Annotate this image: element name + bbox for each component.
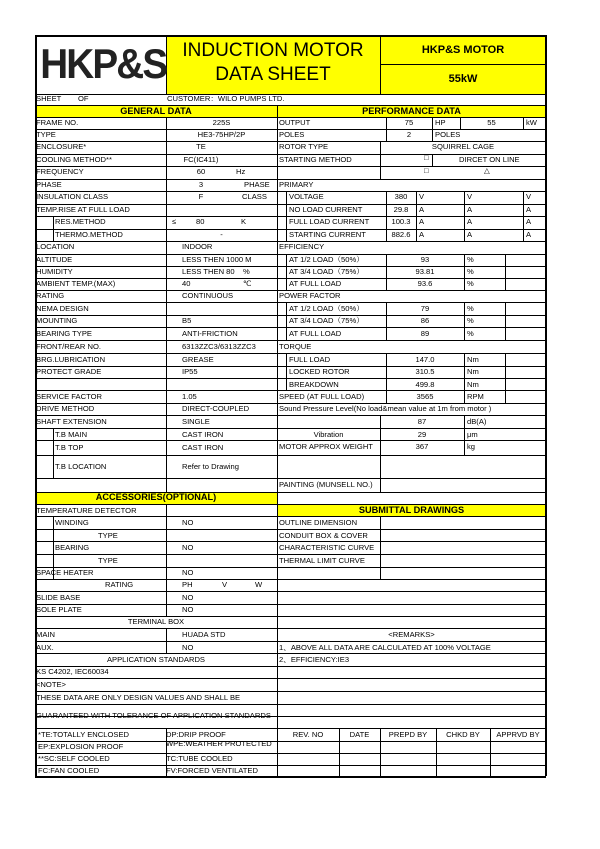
res-value: 80: [196, 217, 205, 226]
kw-unit: kW: [526, 118, 537, 127]
output-kw: 55: [487, 118, 496, 127]
poles-value: 2: [406, 130, 412, 139]
thermal-limit-curve: THERMAL LIMIT CURVE: [279, 556, 365, 565]
legend-tc: TC:TUBE COOLED: [166, 754, 233, 763]
eff-half-label: AT 1/2 LOAD（50%）: [289, 255, 364, 264]
vibration-unit: μm: [467, 430, 478, 439]
torque-locked-unit: Nm: [467, 367, 479, 376]
insulation-label: INSULATION CLASS: [36, 192, 109, 201]
chkd-by: CHKD BY: [446, 730, 480, 739]
shaft-label: SHAFT EXTENSION: [36, 417, 107, 426]
enclosure-value: TE: [196, 142, 206, 151]
res-le: ≤: [172, 217, 177, 226]
insulation-unit: CLASS: [242, 192, 267, 201]
vibration-value: 29: [417, 430, 427, 439]
dol-checkbox: □: [424, 153, 429, 162]
torque-full-unit: Nm: [467, 355, 479, 364]
bearing-type-value: ANTI-FRICTION: [182, 329, 238, 338]
temp-rise-label: TEMP.RISE AT FULL LOAD: [36, 205, 130, 214]
title-line1: INDUCTION MOTOR: [182, 40, 364, 61]
rating-label: RATING: [36, 291, 65, 300]
general-data-header: GENERAL DATA: [120, 106, 192, 116]
service-label: SERVICE FACTOR: [36, 392, 102, 401]
eff-34-label: AT 3/4 LOAD（75%）: [289, 267, 364, 276]
lubrication-label: BRG.LUBRICATION: [36, 355, 106, 364]
front-rear-value: 6313ZZC3/6313ZZC3: [182, 342, 256, 351]
note-line1: THESE DATA ARE ONLY DESIGN VALUES AND SHALL BE: [36, 693, 241, 702]
painting-label: PAINTING (MUNSELL NO.): [279, 480, 373, 489]
poles-label: POLES: [279, 130, 305, 139]
lubrication-value: GREASE: [182, 355, 214, 364]
frequency-unit: Hz: [236, 167, 246, 176]
service-value: 1.05: [182, 392, 197, 401]
legend-dp: DP:DRIP PROOF: [166, 730, 226, 739]
tb-main-acc-value: HUADA STD: [182, 630, 226, 639]
eff-34-unit: %: [467, 267, 474, 276]
cooling-label: COOLING METHOD**: [36, 155, 112, 164]
pf-full-unit: %: [467, 329, 474, 338]
acc-bearing-label: BEARING: [55, 543, 90, 552]
apprvd-by: APPRVD BY: [496, 730, 540, 739]
type-value: HE3-75HP/2P: [197, 130, 246, 139]
enclosure-label: ENCLOSURE*: [36, 142, 87, 151]
remarks-label: <REMARKS>: [388, 630, 435, 639]
voltage-unit-3: V: [526, 192, 532, 201]
phase-unit: PHASE: [244, 180, 270, 189]
legend-te: *TE:TOTALLY ENCLOSED: [38, 730, 130, 739]
space-heater-label: SPACE HEATER: [36, 568, 94, 577]
full-load-unit-1: A: [419, 217, 425, 226]
dol-label: DIRCET ON LINE: [459, 155, 520, 164]
remark-2: 2、EFFICIENCY:IE3: [279, 655, 350, 664]
eff-full-label: AT FULL LOAD: [289, 279, 342, 288]
accessories-header: ACCESSORIES(OPTIONAL): [95, 492, 217, 502]
tb-location-value: Refer to Drawing: [182, 462, 239, 471]
mounting-value: B5: [182, 316, 192, 325]
voltage-unit-2: V: [467, 192, 473, 201]
no-load-unit-3: A: [526, 205, 532, 214]
torque-full-value: 147.0: [415, 355, 435, 364]
prepd-by: PREPD BY: [388, 730, 428, 739]
full-load-value: 100.3: [391, 217, 411, 226]
torque-breakdown-label: BREAKDOWN: [289, 380, 339, 389]
sound-label: Sound Pressure Level(No load&mean value at 1m from motor ): [279, 404, 492, 413]
speed-value: 3565: [416, 392, 434, 401]
no-load-label: NO LOAD CURRENT: [289, 205, 363, 214]
weight-value: 367: [415, 442, 429, 451]
output-hp: 75: [404, 118, 414, 127]
pf-half-unit: %: [467, 304, 474, 313]
res-method-label: RES.METHOD: [55, 217, 106, 226]
aux-label: AUX.: [36, 643, 54, 652]
slide-base-value: NO: [182, 593, 194, 602]
legend-sc: **SC:SELF COOLED: [38, 754, 110, 763]
standards-label: APPLICATION STANDARDS: [106, 655, 206, 664]
ambient-value: 40: [182, 279, 191, 288]
space-heater-value: NO: [182, 568, 194, 577]
tb-main-value: CAST IRON: [182, 430, 224, 439]
legend-ep: EP:EXPLOSION PROOF: [38, 742, 124, 751]
terminal-box-label: TERMINAL BOX: [127, 617, 185, 626]
frequency-value: 60: [196, 167, 206, 176]
no-load-unit-1: A: [419, 205, 425, 214]
rev-no: REV. NO: [292, 730, 324, 739]
tb-top-label: T.B TOP: [55, 443, 84, 452]
output-label: OUTPUT: [279, 118, 311, 127]
weight-unit: kg: [467, 442, 476, 451]
mounting-label: MOUNTING: [36, 316, 78, 325]
phase-value: 3: [198, 180, 204, 189]
rotor-label: ROTOR TYPE: [279, 142, 329, 151]
front-rear-label: FRONT/REAR NO.: [36, 342, 101, 351]
torque-locked-label: LOCKED ROTOR: [289, 367, 350, 376]
ambient-label: AMBIENT TEMP.(MAX): [36, 279, 116, 288]
torque-breakdown-unit: Nm: [467, 380, 479, 389]
rev-date: DATE: [349, 730, 370, 739]
rotor-value: SQUIRREL CAGE: [431, 142, 495, 151]
eff-half-unit: %: [467, 255, 474, 264]
torque-label: TORQUE: [279, 342, 312, 351]
frequency-label: FREQUENCY: [36, 167, 84, 176]
poles-unit: POLES: [435, 130, 461, 139]
heater-w-label: W: [255, 580, 263, 589]
pf-34-label: AT 3/4 LOAD（75%）: [289, 316, 364, 325]
power-factor-label: POWER FACTOR: [279, 291, 341, 300]
remark-1: 1、ABOVE ALL DATA ARE CALCULATED AT 100% VOLTAGE: [279, 643, 491, 652]
altitude-label: ALTITUDE: [36, 255, 73, 264]
note-line2: GUARANTEED WITH TOLERANCE OF APPLICATION STANDARDS: [36, 711, 271, 720]
bearing-type-label: BEARING TYPE: [36, 329, 92, 338]
outline-dimension: OUTLINE DIMENSION: [279, 518, 358, 527]
winding-type-label: TYPE: [98, 531, 118, 540]
location-label: LOCATION: [36, 242, 75, 251]
torque-breakdown-value: 499.8: [415, 380, 435, 389]
primary-label: PRIMARY: [279, 180, 314, 189]
speed-unit: RPM: [467, 392, 484, 401]
sound-unit: dB(A): [467, 417, 487, 426]
delta-symbol: △: [484, 166, 490, 175]
starting-current-unit-2: A: [467, 230, 473, 239]
drive-value: DIRECT-COUPLED: [182, 404, 250, 413]
frame-label: FRAME NO.: [36, 118, 79, 127]
hp-unit: HP: [435, 118, 446, 127]
eff-34-value: 93.81: [415, 267, 435, 276]
performance-data-header: PERFORMANCE DATA: [362, 106, 461, 116]
pf-full-label: AT FULL LOAD: [289, 329, 342, 338]
winding-label: WINDING: [55, 518, 89, 527]
vibration-label: Vibration: [313, 430, 344, 439]
eff-full-unit: %: [467, 279, 474, 288]
starting-current-unit-1: A: [419, 230, 425, 239]
standards-value: KS C4202, IEC60034: [36, 667, 109, 676]
pf-half-value: 79: [420, 304, 430, 313]
conduit-box: CONDUIT BOX & COVER: [279, 531, 368, 540]
bearing-type2-label: TYPE: [98, 556, 118, 565]
protect-value: IP55: [182, 367, 198, 376]
sole-plate-label: SOLE PLATE: [36, 605, 82, 614]
aux-value: NO: [182, 643, 194, 652]
nema-label: NEMA DESIGN: [36, 304, 89, 313]
voltage-value: 380: [394, 192, 408, 201]
eff-half-value: 93: [420, 255, 430, 264]
speed-label: SPEED (AT FULL LOAD): [279, 392, 365, 401]
legend-fc: FC:FAN COOLED: [38, 766, 100, 775]
pf-half-label: AT 1/2 LOAD（50%）: [289, 304, 364, 313]
customer: CUSTOMER：WILO PUMPS LTD.: [167, 94, 285, 103]
heater-v-label: V: [222, 580, 228, 589]
note-label: <NOTE>: [36, 680, 66, 689]
insulation-value: F: [198, 192, 204, 201]
acc-bearing-value: NO: [182, 543, 194, 552]
brand: HKP&S MOTOR: [421, 44, 505, 56]
drive-label: DRIVE METHOD: [36, 404, 95, 413]
star-delta-checkbox: □: [424, 166, 429, 175]
starting-current-unit-3: A: [526, 230, 532, 239]
rating-value: CONTINUOUS: [182, 291, 234, 300]
ph-label: PH: [182, 580, 193, 589]
pf-full-value: 89: [420, 329, 430, 338]
frame-value: 225S: [212, 118, 231, 127]
tb-main-label: T.B MAIN: [55, 430, 88, 439]
tb-main-acc-label: MAIN: [36, 630, 55, 639]
slide-base-label: SLIDE BASE: [36, 593, 81, 602]
starting-label: STARTING METHOD: [279, 155, 352, 164]
ambient-unit: ℃: [243, 279, 252, 288]
sole-plate-value: NO: [182, 605, 194, 614]
power-rating: 55kW: [448, 73, 478, 85]
location-value: INDOOR: [182, 242, 213, 251]
full-load-unit-3: A: [526, 217, 532, 226]
temp-detector-label: TEMPERATURE DETECTOR: [36, 506, 137, 515]
starting-current-label: STARTING CURRENT: [289, 230, 366, 239]
submittal-header: SUBMITTAL DRAWINGS: [358, 505, 465, 515]
full-load-label: FULL LOAD CURRENT: [289, 217, 370, 226]
tb-top-value: CAST IRON: [182, 443, 224, 452]
legend-fv: FV:FORCED VENTILATED: [166, 766, 258, 775]
torque-locked-value: 310.5: [415, 367, 435, 376]
voltage-label: VOLTAGE: [289, 192, 324, 201]
cooling-value: FC(IC411): [183, 155, 219, 164]
humidity-unit: %: [243, 267, 250, 276]
full-load-unit-2: A: [467, 217, 473, 226]
characteristic-curve: CHARACTERISTIC CURVE: [279, 543, 375, 552]
weight-label: MOTOR APPROX WEIGHT: [279, 442, 373, 451]
efficiency-label: EFFICIENCY: [279, 242, 325, 251]
res-unit: K: [241, 217, 247, 226]
torque-full-label: FULL LOAD: [289, 355, 331, 364]
voltage-unit-1: V: [419, 192, 425, 201]
eff-full-value: 93.6: [417, 279, 433, 288]
protect-label: PROTECT GRADE: [36, 367, 102, 376]
type-label: TYPE: [36, 130, 56, 139]
company-logo: HKP&S: [40, 40, 167, 87]
of-label: OF: [78, 94, 89, 103]
phase-label: PHASE: [36, 180, 62, 189]
no-load-value: 29.8: [393, 205, 409, 214]
pf-34-value: 86: [420, 316, 430, 325]
humidity-value: LESS THEN 80: [182, 267, 235, 276]
winding-value: NO: [182, 518, 194, 527]
altitude-value: LESS THEN 1000 M: [182, 255, 252, 264]
heater-rating-label: RATING: [105, 580, 134, 589]
pf-34-unit: %: [467, 316, 474, 325]
no-load-unit-2: A: [467, 205, 473, 214]
legend-wp: WPE:WEATHER PROTECTED: [166, 739, 272, 748]
humidity-label: HUMIDITY: [36, 267, 73, 276]
starting-current-value: 882.6: [391, 230, 411, 239]
title-line2: DATA SHEET: [215, 64, 331, 85]
sound-value: 87: [417, 417, 427, 426]
thermo-method-label: THERMO.METHOD: [55, 230, 123, 239]
shaft-value: SINGLE: [182, 417, 210, 426]
sheet-label: SHEET: [36, 94, 62, 103]
tb-location-label: T.B LOCATION: [55, 462, 107, 471]
thermo-value: -: [220, 230, 223, 239]
